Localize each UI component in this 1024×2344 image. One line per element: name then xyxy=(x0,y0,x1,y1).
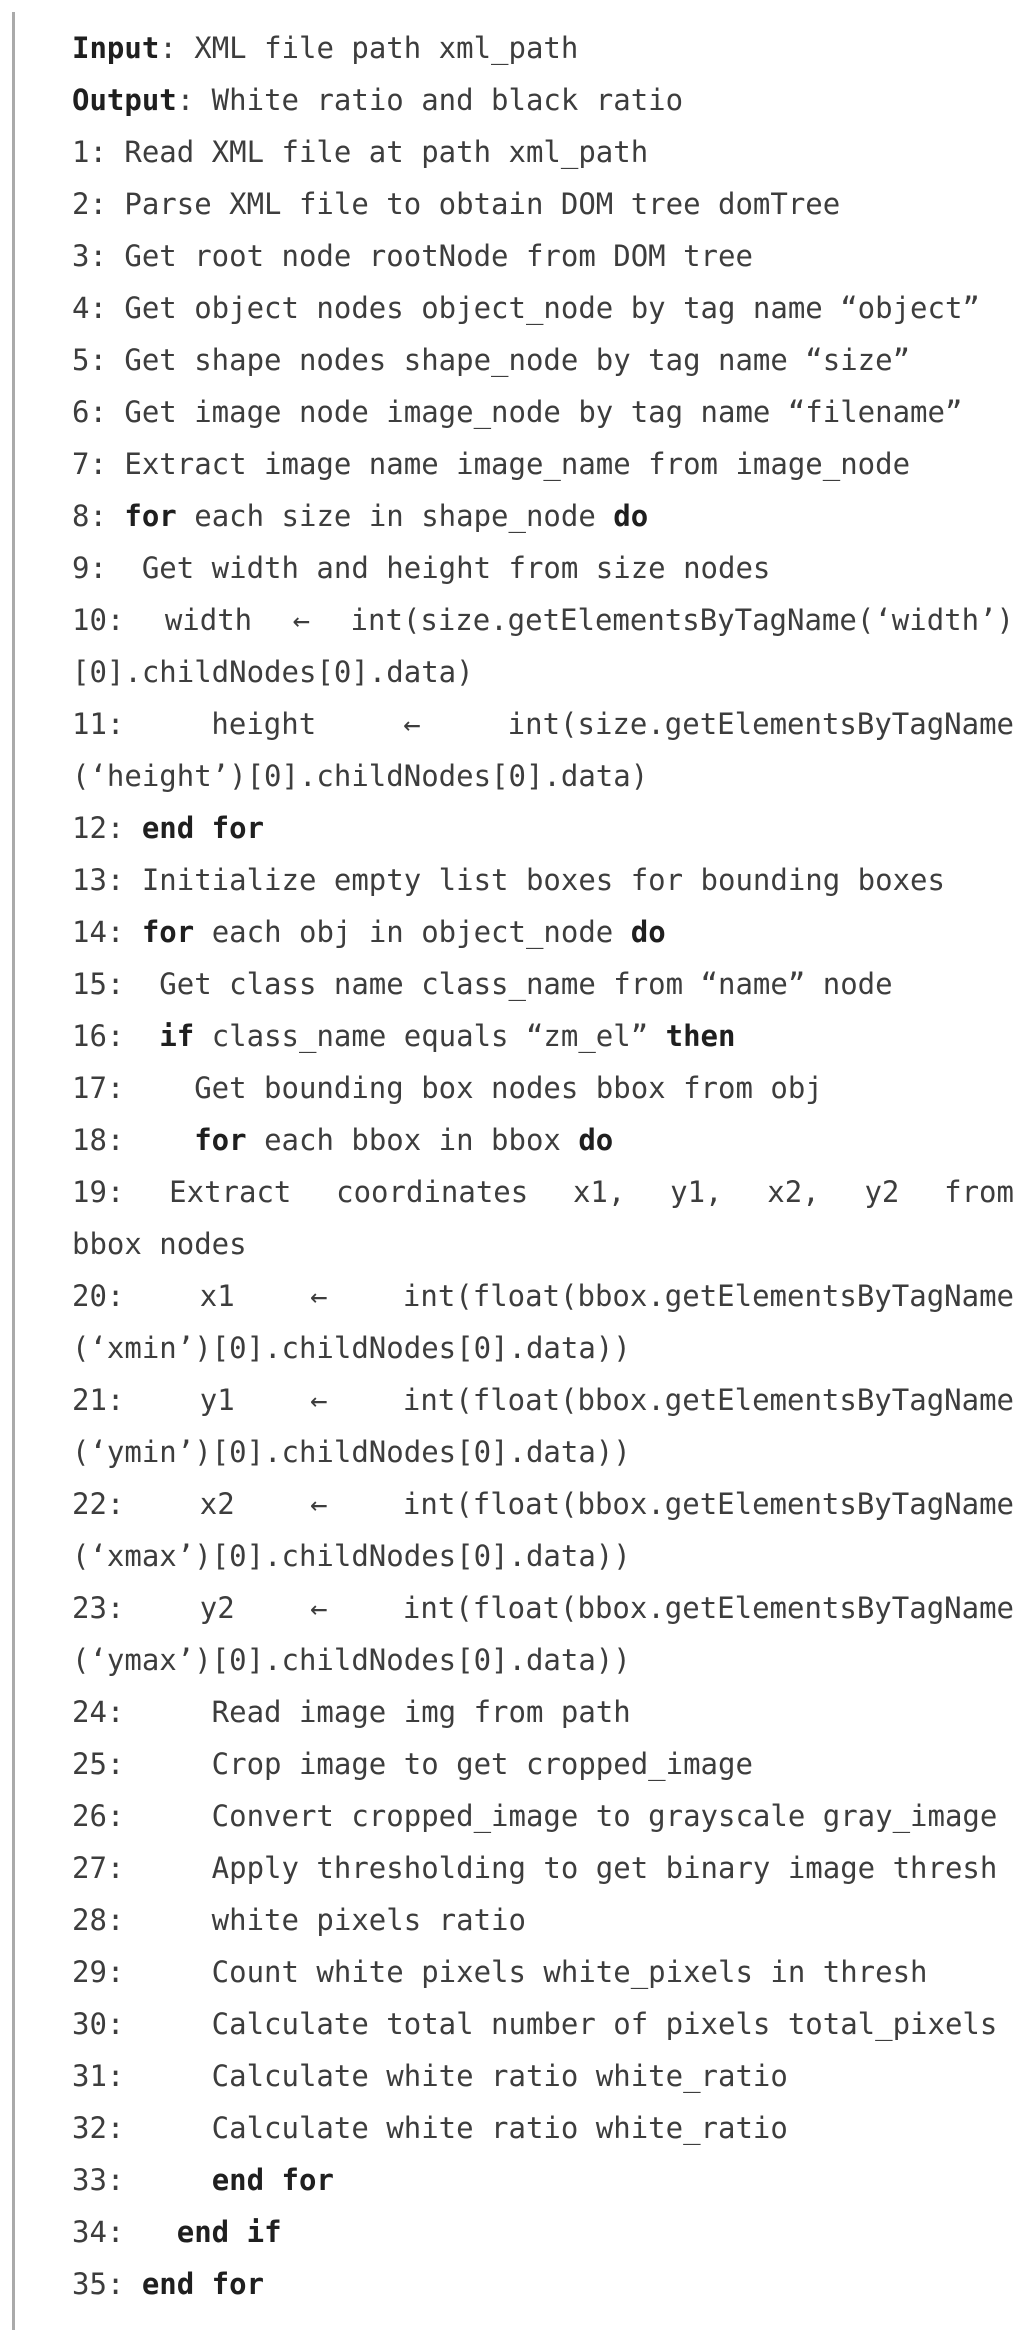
algo-token: ← xyxy=(310,1279,328,1313)
algo-line xyxy=(72,698,1014,750)
algo-line xyxy=(72,1426,1014,1478)
algo-keyword: for xyxy=(194,1123,247,1157)
algo-line xyxy=(72,1894,1014,1946)
algo-keyword: then xyxy=(665,1019,736,1053)
algo-line xyxy=(72,2206,1014,2258)
algo-text: 26: Convert cropped_image to grayscale gray_image xyxy=(72,1799,998,1833)
algo-keyword: end for xyxy=(141,811,265,845)
algo-line xyxy=(72,1738,1014,1790)
algo-text: [0].childNodes[0].data) xyxy=(72,655,474,689)
algo-text: 4: Get object nodes object_node by tag name “object” xyxy=(72,291,980,325)
algo-line xyxy=(72,1374,1014,1426)
algo-text: class_name equals “zm_el” xyxy=(194,1019,666,1053)
algo-token: x2, xyxy=(767,1175,820,1209)
algo-text: 12: xyxy=(72,811,142,845)
algo-text: 27: Apply thresholding to get binary image thresh xyxy=(72,1851,998,1885)
algo-text: 31: Calculate white ratio white_ratio xyxy=(72,2059,788,2093)
algo-keyword: for xyxy=(141,915,195,949)
algo-keyword: do xyxy=(578,1123,614,1157)
algo-text: 9: Get width and height from size nodes xyxy=(72,551,771,585)
algo-text: each size in shape_node xyxy=(176,499,614,533)
algo-text: each bbox in bbox xyxy=(246,1123,579,1157)
algo-text: 34: xyxy=(72,2215,177,2249)
algo-text: 3: Get root node rootNode from DOM tree xyxy=(72,239,753,273)
algo-line xyxy=(72,490,1014,542)
algo-line xyxy=(72,1530,1014,1582)
algo-token: coordinates xyxy=(336,1175,529,1209)
algo-text: (‘ymin’)[0].childNodes[0].data)) xyxy=(72,1435,631,1469)
algo-keyword: end for xyxy=(141,2267,265,2301)
algo-line xyxy=(72,1842,1014,1894)
algo-token: 11: xyxy=(72,707,125,741)
algo-token: 23: xyxy=(72,1591,125,1625)
algo-line xyxy=(72,1166,1014,1218)
algo-line xyxy=(72,1270,1014,1322)
algo-line xyxy=(72,1946,1014,1998)
algo-line xyxy=(72,1062,1014,1114)
algo-line xyxy=(72,1114,1014,1166)
algo-line xyxy=(72,2154,1014,2206)
algo-keyword: for xyxy=(124,499,177,533)
algo-line xyxy=(72,1322,1014,1374)
algo-line xyxy=(72,2258,1014,2310)
algo-line xyxy=(72,126,1014,178)
algo-line xyxy=(72,386,1014,438)
algo-line xyxy=(72,906,1014,958)
algo-line xyxy=(72,22,1014,74)
algo-line xyxy=(72,802,1014,854)
algo-text: 25: Crop image to get cropped_image xyxy=(72,1747,753,1781)
algo-token: y2 xyxy=(199,1591,235,1625)
algo-token: 19: xyxy=(72,1175,125,1209)
algo-text: 1: Read XML file at path xml_path xyxy=(72,135,649,169)
algo-keyword: if xyxy=(159,1019,195,1053)
algo-token: int(float(bbox.getElementsByTagName xyxy=(402,1591,1014,1625)
algo-text: (‘ymax’)[0].childNodes[0].data)) xyxy=(72,1643,631,1677)
algo-text: (‘xmax’)[0].childNodes[0].data)) xyxy=(72,1539,631,1573)
algo-line xyxy=(72,854,1014,906)
algo-line xyxy=(72,2050,1014,2102)
algo-text: 29: Count white pixels white_pixels in thresh xyxy=(72,1955,928,1989)
algo-line xyxy=(72,1998,1014,2050)
algo-line xyxy=(72,1218,1014,1270)
algo-keyword: do xyxy=(613,499,649,533)
algo-token: y1 xyxy=(199,1383,235,1417)
algo-token: x1, xyxy=(572,1175,626,1209)
algo-text: : XML file path xml_path xyxy=(159,31,579,65)
algo-text: 8: xyxy=(72,499,125,533)
algo-token: width xyxy=(164,603,253,637)
algo-text: : White ratio and black ratio xyxy=(176,83,684,117)
algo-keyword: end if xyxy=(176,2215,282,2249)
algo-text: 5: Get shape nodes shape_node by tag name “size” xyxy=(72,343,911,377)
algo-line xyxy=(72,594,1014,646)
algo-token: ← xyxy=(292,603,311,637)
algo-text: (‘xmin’)[0].childNodes[0].data)) xyxy=(72,1331,631,1365)
algo-text: 15: Get class name class_name from “name” node xyxy=(72,967,893,1001)
algo-text: 32: Calculate white ratio white_ratio xyxy=(72,2111,788,2145)
algo-token: y2 xyxy=(864,1175,900,1209)
algo-text: each obj in object_node xyxy=(194,915,631,949)
algo-line xyxy=(72,178,1014,230)
algo-token: int(float(bbox.getElementsByTagName xyxy=(402,1279,1014,1313)
algo-line xyxy=(72,1478,1014,1530)
algo-keyword: end for xyxy=(211,2163,334,2197)
algo-text: 13: Initialize empty list boxes for bounding boxes xyxy=(72,863,945,897)
algo-text: 2: Parse XML file to obtain DOM tree domTree xyxy=(72,187,841,221)
algo-text: 35: xyxy=(72,2267,142,2301)
algo-token: from xyxy=(944,1175,1014,1209)
algo-line xyxy=(72,74,1014,126)
algo-line xyxy=(72,958,1014,1010)
algo-token: x2 xyxy=(199,1487,235,1521)
algo-text: 33: xyxy=(72,2163,212,2197)
algo-text: 17: Get bounding box nodes bbox from obj xyxy=(72,1071,823,1105)
algo-token: ← xyxy=(403,707,421,741)
algo-text: 30: Calculate total number of pixels total_pixels xyxy=(72,2007,998,2041)
algo-token: Extract xyxy=(169,1175,292,1209)
algo-token: int(size.getElementsByTagName xyxy=(507,707,1014,741)
algo-line xyxy=(72,750,1014,802)
algo-token: 10: xyxy=(72,603,125,637)
algo-token: 21: xyxy=(72,1383,125,1417)
algo-token: x1 xyxy=(199,1279,235,1313)
algo-token: 20: xyxy=(72,1279,125,1313)
algo-token: int(float(bbox.getElementsByTagName xyxy=(402,1487,1014,1521)
algo-text: bbox nodes xyxy=(72,1227,247,1261)
algo-line xyxy=(72,1582,1014,1634)
algo-line xyxy=(72,334,1014,386)
algo-text: 16: xyxy=(72,1019,160,1053)
algo-line xyxy=(72,1686,1014,1738)
algo-token: ← xyxy=(310,1591,328,1625)
algo-line xyxy=(72,1010,1014,1062)
algo-keyword: Output xyxy=(72,83,177,117)
algo-token: int(size.getElementsByTagName(‘width’) xyxy=(350,603,1014,637)
algo-token: int(float(bbox.getElementsByTagName xyxy=(402,1383,1014,1417)
algo-text: 7: Extract image name image_name from image_node xyxy=(72,447,911,481)
algo-token: ← xyxy=(310,1383,328,1417)
algo-token: 22: xyxy=(72,1487,125,1521)
algo-token: y1, xyxy=(670,1175,723,1209)
algo-text: 28: white pixels ratio xyxy=(72,1903,526,1937)
algo-text: 14: xyxy=(72,915,142,949)
algo-token: ← xyxy=(310,1487,328,1521)
algo-text: 24: Read image img from path xyxy=(72,1695,631,1729)
algo-line xyxy=(72,646,1014,698)
algorithm-block-rule xyxy=(12,12,1024,2330)
algo-line xyxy=(72,282,1014,334)
algo-line xyxy=(72,2102,1014,2154)
algo-token: height xyxy=(211,707,317,741)
algo-line xyxy=(72,438,1014,490)
algo-text: 18: xyxy=(72,1123,195,1157)
algo-line xyxy=(72,1634,1014,1686)
algorithm-pseudocode xyxy=(72,22,1014,2310)
algo-keyword: do xyxy=(630,915,666,949)
algo-text: (‘height’)[0].childNodes[0].data) xyxy=(72,759,649,793)
algo-keyword: Input xyxy=(72,31,160,65)
algo-line xyxy=(72,542,1014,594)
algo-line xyxy=(72,230,1014,282)
algo-line xyxy=(72,1790,1014,1842)
algo-text: 6: Get image node image_node by tag name “filename” xyxy=(72,395,963,429)
